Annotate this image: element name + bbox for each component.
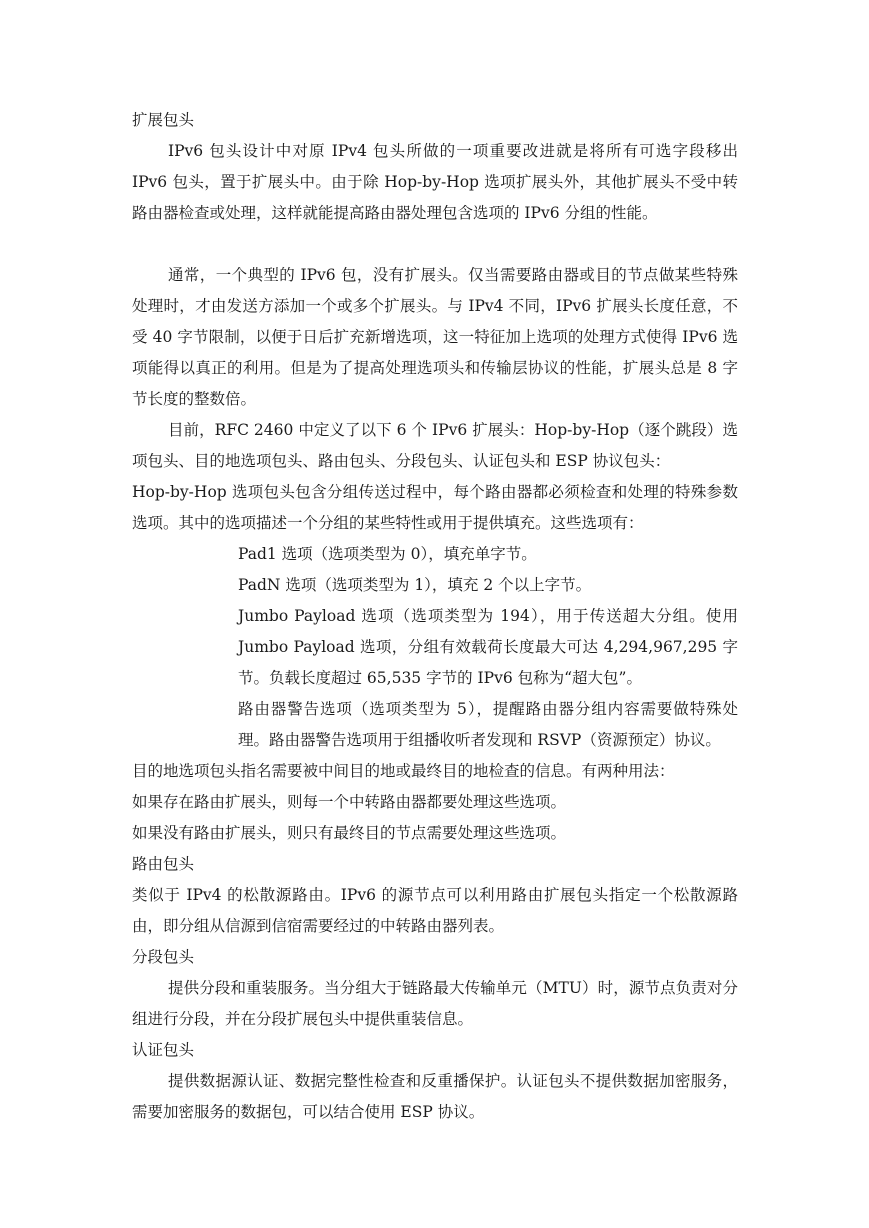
paragraph-typical-packet: 通常，一个典型的 IPv6 包，没有扩展头。仅当需要路由器或目的节点做某些特殊处理时，才由发送方添加一个或多个扩展头。与 IPv4 不同，IPv6 扩展头长度任意，不受 40 字节限制，以便于日后扩充新增选项，这一特征加上选项的处理方式使得 IPv6 选项能得以真正的利用。但是为了提高处理选项头和传输层协议的性能，扩展头总是 8 字节长度的整数倍。: [132, 266, 738, 408]
section-heading-extension-header: 扩展包头: [132, 111, 195, 129]
section-heading-fragment: 分段包头: [132, 948, 195, 966]
paragraph-authentication: 提供数据源认证、数据完整性检查和反重播保护。认证包头不提供数据加密服务，需要加密服务的数据包，可以结合使用 ESP 协议。: [132, 1072, 738, 1121]
option-jumbo-payload: Jumbo Payload 选项（选项类型为 194），用于传送超大分组。使用 Jumbo Payload 选项，分组有效载荷长度最大可达 4,294,967,295 字节。负载长度超过 65,535 字节的 IPv6 包称为“超大包”。: [238, 607, 738, 687]
paragraph-fragment: 提供分段和重装服务。当分组大于链路最大传输单元（MTU）时，源节点负责对分组进行分段，并在分段扩展包头中提供重装信息。: [132, 979, 738, 1028]
paragraph-rfc-2460: 目前，RFC 2460 中定义了以下 6 个 IPv6 扩展头：Hop-by-Hop（逐个跳段）选项包头、目的地选项包头、路由包头、分段包头、认证包头和 ESP 协议包头：: [132, 421, 738, 470]
section-heading-authentication: 认证包头: [132, 1041, 195, 1059]
option-router-alert: 路由器警告选项（选项类型为 5），提醒路由器分组内容需要做特殊处理。路由器警告选项用于组播收听者发现和 RSVP（资源预定）协议。: [238, 700, 738, 749]
section-heading-routing: 路由包头: [132, 855, 195, 873]
paragraph-hop-by-hop: Hop-by-Hop 选项包头包含分组传送过程中，每个路由器都必须检查和处理的特殊参数选项。其中的选项描述一个分组的某些特性或用于提供填充。这些选项有：: [132, 483, 738, 532]
option-pad1: Pad1 选项（选项类型为 0），填充单字节。: [238, 545, 537, 563]
paragraph-extension-intro: IPv6 包头设计中对原 IPv4 包头所做的一项重要改进就是将所有可选字段移出 IPv6 包头，置于扩展头中。由于除 Hop-by-Hop 选项扩展头外，其他扩展头不受中转路由器检查或处理，这样就能提高路由器处理包含选项的 IPv6 分组的性能。: [132, 142, 738, 222]
option-padn: PadN 选项（选项类型为 1），填充 2 个以上字节。: [238, 576, 592, 594]
destination-use-2: 如果没有路由扩展头，则只有最终目的节点需要处理这些选项。: [132, 824, 567, 842]
paragraph-routing: 类似于 IPv4 的松散源路由。IPv6 的源节点可以利用路由扩展包头指定一个松散源路由，即分组从信源到信宿需要经过的中转路由器列表。: [132, 886, 738, 935]
paragraph-destination-options: 目的地选项包头指名需要被中间目的地或最终目的地检查的信息。有两种用法：: [132, 762, 675, 780]
destination-use-1: 如果存在路由扩展头，则每一个中转路由器都要处理这些选项。: [132, 793, 567, 811]
